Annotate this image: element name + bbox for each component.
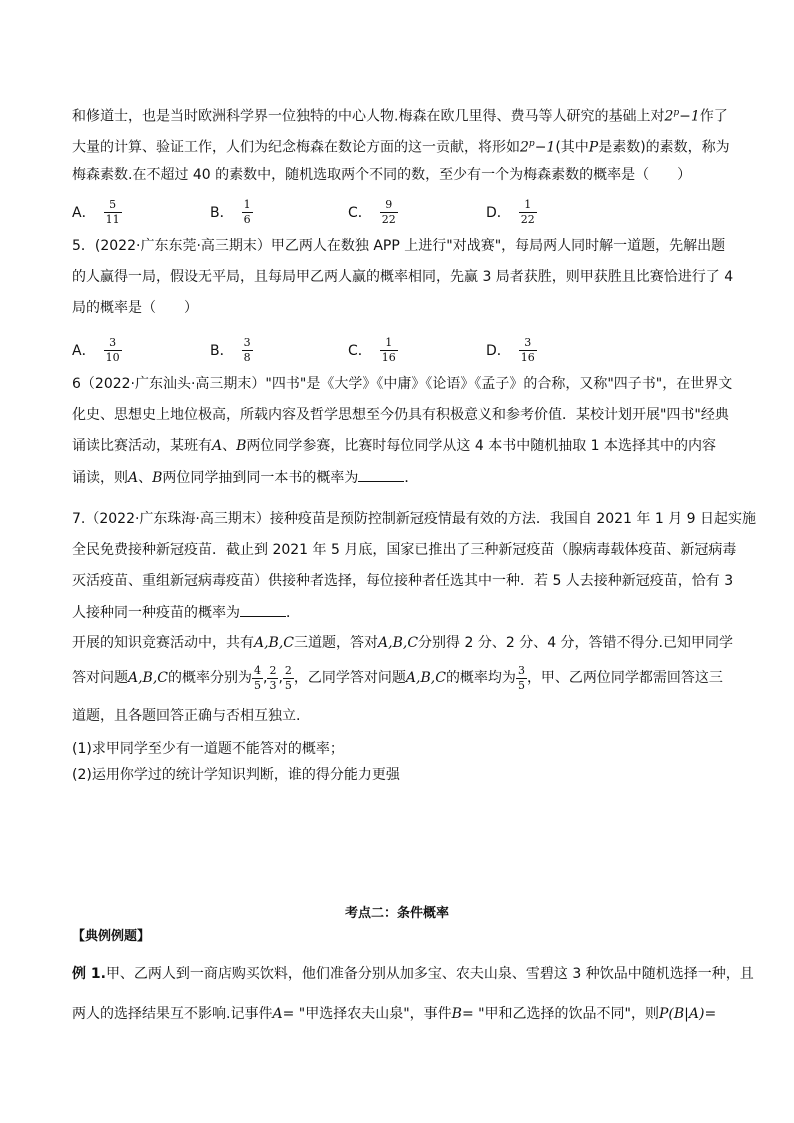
prob-expression: P(B|A)	[659, 1006, 705, 1022]
ex1-text: 两人的选择结果互不影响.记事件	[72, 1006, 273, 1022]
q5-option-d[interactable]	[486, 332, 537, 368]
var-abc: A,B,C	[128, 670, 169, 686]
var-a: A	[212, 438, 223, 454]
q6-text: 诵读，则	[72, 470, 128, 486]
q6-line-2: 化史、思想史上地位极高，所载内容及哲学思想至今仍具有积极意义和参考价值．某校计划开展"四书"经典	[72, 407, 729, 423]
q8-text: ，甲、乙两位同学都需回答这三	[526, 670, 723, 686]
q4-options	[72, 194, 732, 230]
q7-line-2: 全民免费接种新冠疫苗．截止到 2021 年 5 月底，国家已推出了三种新冠疫苗（腺病毒载体疫苗、新冠病毒	[72, 542, 737, 558]
section-title: 考点二：条件概率	[344, 906, 449, 921]
ex1-text: =	[704, 1006, 717, 1022]
math-exponent: p	[673, 108, 680, 118]
comma: ,	[278, 670, 283, 686]
denominator: 8	[243, 350, 251, 364]
option-fraction	[519, 336, 537, 365]
denominator: 6	[243, 212, 251, 226]
var-a: A	[128, 470, 139, 486]
answer-blank[interactable]	[240, 602, 286, 617]
math-minus-one: −1	[534, 139, 556, 156]
q8-text: 分别得 2 分、2 分、4 分，答错不得分.已知甲同学	[418, 635, 734, 651]
var-a: A	[272, 1006, 283, 1022]
denominator: 22	[381, 212, 396, 226]
q6-text: 、	[138, 470, 153, 486]
math-minus-one: −1	[679, 108, 700, 125]
fraction	[283, 664, 294, 693]
comma: ,	[263, 670, 268, 686]
option-letter: C．	[348, 205, 372, 221]
denominator: 5	[517, 678, 525, 692]
var-abc: A,B,C	[378, 635, 419, 651]
q7-text: 人接种同一种疫苗的概率为	[72, 605, 240, 621]
option-letter: B．	[210, 205, 234, 221]
numerator: 3	[109, 335, 117, 349]
numerator: 2	[269, 663, 277, 677]
var-b: B	[152, 470, 163, 486]
q8-text: 的概率分别为	[168, 670, 253, 686]
q5-options	[72, 332, 732, 368]
q6-text: ．	[404, 470, 419, 486]
denominator: 16	[381, 350, 396, 364]
numerator: 1	[524, 197, 532, 211]
q8-text: 答对问题	[72, 670, 128, 686]
q4-text: (其中	[555, 139, 589, 156]
ex1-line-1	[72, 964, 754, 984]
denominator: 3	[269, 678, 277, 692]
denominator: 10	[105, 350, 120, 364]
math-base: 2	[520, 139, 529, 156]
option-fraction	[104, 198, 122, 227]
q5-line-3: 局的概率是（ ）	[72, 300, 198, 316]
answer-blank[interactable]	[358, 467, 404, 482]
q8-text: 三道题，答对	[294, 635, 379, 651]
option-letter: A．	[72, 343, 96, 359]
denominator: 16	[520, 350, 535, 364]
q4-text: 大量的计算、验证工作，人们为纪念梅森在数论方面的这一贡献，将形如	[72, 139, 520, 156]
q4-line-2	[72, 134, 732, 158]
denominator: 11	[105, 212, 120, 226]
q8-text: 的概率均为	[445, 670, 516, 686]
q7-line-4	[72, 602, 732, 623]
var-b: B	[451, 1006, 462, 1022]
numerator: 3	[524, 335, 532, 349]
option-letter: D．	[486, 343, 511, 359]
ex1-text: = "甲和乙选择的饮品不同"，则	[461, 1006, 659, 1022]
option-letter: C．	[348, 343, 372, 359]
option-fraction	[242, 336, 253, 365]
fraction	[516, 664, 527, 693]
option-fraction	[519, 198, 537, 227]
numerator: 3	[243, 335, 251, 349]
numerator: 1	[385, 335, 393, 349]
ex1-text: = "甲选择农夫山泉"，事件	[282, 1006, 452, 1022]
q5-option-b[interactable]	[210, 332, 253, 368]
q6-text: 、	[222, 438, 237, 454]
q4-text: 是素数)的素数，称为	[598, 139, 730, 156]
q8-line-3: 道题，且各题回答正确与否相互独立.	[72, 708, 301, 724]
denominator: 5	[254, 678, 262, 692]
numerator: 2	[284, 663, 292, 677]
q4-option-a[interactable]	[72, 194, 122, 230]
math-base: 2	[664, 108, 674, 125]
denominator: 5	[284, 678, 292, 692]
numerator: 5	[109, 197, 117, 211]
q8-text: ，乙同学答对问题	[293, 670, 406, 686]
q4-text: 和修道士，也是当时欧洲科学界一位独特的中心人物.梅森在欧几里得、费马等人研究的基础上对	[72, 108, 665, 125]
section-tag: 【典例例题】	[72, 929, 151, 944]
q6-text: 两位同学抽到同一本书的概率为	[162, 470, 359, 486]
option-fraction	[380, 198, 398, 227]
q4-option-d[interactable]	[486, 194, 537, 230]
q4-line-1	[72, 103, 732, 127]
fraction	[252, 664, 263, 693]
option-fraction	[242, 198, 253, 227]
q7-text: ．	[286, 605, 300, 621]
q8-line-1	[72, 633, 732, 653]
fraction	[267, 664, 278, 693]
numerator: 3	[517, 663, 525, 677]
math-exponent: p	[528, 139, 535, 149]
option-fraction	[104, 336, 122, 365]
numerator: 1	[243, 197, 251, 211]
q6-text: 两位同学参赛，比赛时每位同学从这 4 本书中随机抽取 1 本选择其中的内容	[246, 438, 717, 454]
numerator: 9	[385, 197, 393, 211]
var-b: B	[236, 438, 247, 454]
option-letter: D．	[486, 205, 511, 221]
q7-line-3: 灭活疫苗、重组新冠病毒疫苗）供接种者选择，每位接种者任选其中一种．若 5 人去接种新冠疫苗，恰有 3	[72, 573, 734, 589]
q4-option-b[interactable]	[210, 194, 253, 230]
option-letter: A．	[72, 205, 96, 221]
var-abc: A,B,C	[405, 670, 446, 686]
q4-option-c[interactable]	[348, 194, 398, 230]
q6-text: 诵读比赛活动，某班有	[72, 438, 212, 454]
q6-line-1: 6（2022·广东汕头·高三期末）"四书"是《大学》《中庸》《论语》《孟子》的合称，又称"四子书"，在世界文	[72, 376, 733, 392]
q8-sub-1: (1)求甲同学至少有一道题不能答对的概率；	[72, 741, 344, 757]
q5-option-a[interactable]	[72, 332, 122, 368]
ex1-text: 甲、乙两人到一商店购买饮料，他们准备分别从加多宝、农夫山泉、雪碧这 3 种饮品中随机选择一种，且	[105, 966, 754, 982]
example-label: 例 1.	[72, 966, 106, 982]
option-fraction	[380, 336, 398, 365]
q8-sub-2: (2)运用你学过的统计学知识判断，谁的得分能力更强	[72, 767, 400, 783]
q7-line-1: 7.（2022·广东珠海·高三期末）接种疫苗是预防控制新冠疫情最有效的方法．我国自 2021 年 1 月 9 日起实施	[72, 511, 757, 527]
q5-line-1: 5．(2022·广东东莞·高三期末）甲乙两人在数独 APP 上进行"对战赛"，每局两人同时解一道题，先解出题	[72, 238, 726, 254]
numerator: 4	[254, 663, 262, 677]
ex1-line-2	[72, 1004, 732, 1024]
denominator: 22	[520, 212, 535, 226]
q6-line-3	[72, 436, 732, 456]
q5-line-2: 的人赢得一局，假设无平局，且每局甲乙两人赢的概率相同，先赢 3 局者获胜，则甲获胜且比赛恰进行了 4	[72, 269, 734, 285]
math-p: P	[588, 139, 599, 156]
q4-line-3: 梅森素数.在不超过 40 的素数中，随机选取两个不同的数，至少有一个为梅森素数的概率是（ ）	[72, 167, 692, 183]
q8-text: 开展的知识竞赛活动中，共有	[72, 635, 254, 651]
q6-line-4	[72, 467, 732, 488]
q8-line-2	[72, 660, 732, 696]
q4-text: 作了	[699, 108, 728, 125]
option-letter: B．	[210, 343, 234, 359]
var-abc: A,B,C	[254, 635, 295, 651]
q5-option-c[interactable]	[348, 332, 398, 368]
